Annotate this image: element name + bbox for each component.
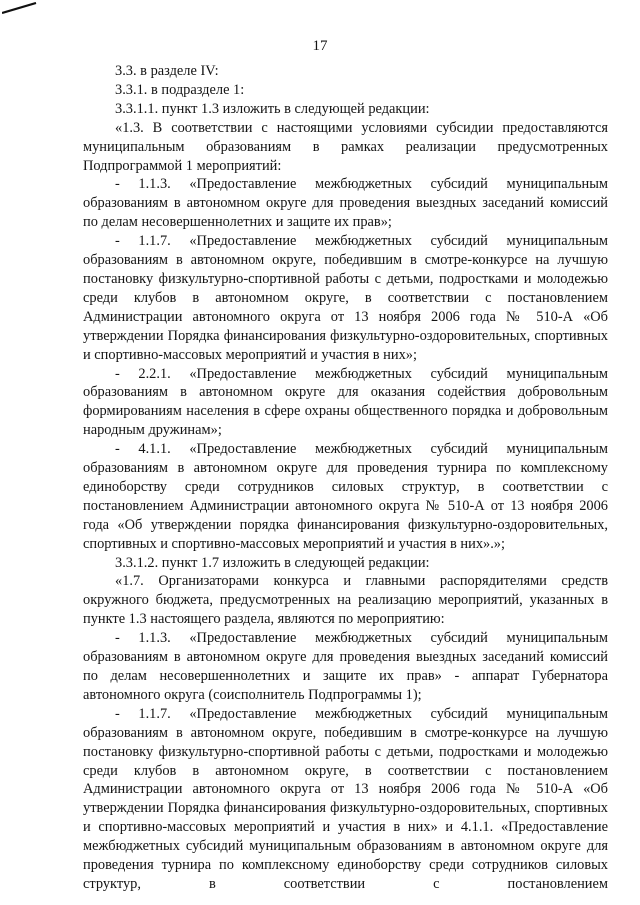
page-number: 17 bbox=[312, 38, 328, 54]
paragraph: - 4.1.1. «Предоставление межбюджетных субсидий муниципальным образованиям в автономном округе для проведения турнира по комплексному единоборству среди сотрудников силовых структур, в соответствии с постановлением Администрации автономного округа № 510-А от 13 ноября 2006 года «Об утверждении порядка финансирования физкультурно-оздоровительных, спортивных и спортивно-массовых мероприятий и участия в них».»; bbox=[83, 441, 608, 552]
paragraph: 3.3. в разделе IV: bbox=[115, 63, 219, 79]
paragraph: 3.3.1. в подразделе 1: bbox=[115, 81, 245, 98]
paragraph: 3.3.1.2. пункт 1.7 изложить в следующей редакции: bbox=[115, 554, 430, 571]
paragraph: «1.3. В соответствии с настоящими условиями субсидии предоставляются муниципальным образованиям в рамках реализации предусмотренных Подпрограммой 1 мероприятий: bbox=[83, 119, 608, 174]
document-body bbox=[83, 62, 608, 894]
scan-corner-mark bbox=[2, 2, 42, 14]
paragraph: - 1.1.3. «Предоставление межбюджетных субсидий муниципальным образованиям в автономном округе для проведения выездных заседаний комиссий по делам несовершеннолетних и защите их прав» - аппарат Губернатора автономного округа (соисполнитель Подпрограммы 1); bbox=[83, 630, 608, 703]
paragraph: - 2.2.1. «Предоставление межбюджетных субсидий муниципальным образованиям в автономном округе для оказания содействия добровольным формированиям населения в сфере охраны общественного порядка и добровольным народным дружинам»; bbox=[83, 365, 608, 439]
paragraph: «1.7. Организаторами конкурса и главными распорядителями средств окружного бюджета, предусмотренных на реализацию мероприятий, указанных в пункте 1.3 настоящего раздела, являются по мероприятию: bbox=[83, 573, 608, 628]
paragraph: 3.3.1.1. пункт 1.3 изложить в следующей редакции: bbox=[115, 100, 430, 117]
paragraph: - 1.1.7. «Предоставление межбюджетных субсидий муниципальным образованиям в автономном округе, победившим в смотре-конкурсе на лучшую постановку физкультурно-спортивной работы с детьми, подростками и молодежью среди клубов в автономном округе, в соответствии с постановлением Администрации автономного округа от 13 ноября 2006 года № 510-А «Об утверждении Порядка финансирования физкультурно-оздоровительных, спортивных и спортивно-массовых мероприятий и участия в них»; bbox=[83, 233, 608, 363]
paragraph: - 1.1.7. «Предоставление межбюджетных субсидий муниципальным образованиям в автономном округе, победившим в смотре-конкурсе на лучшую постановку физкультурно-спортивной работы с детьми, подростками и молодежью среди клубов в автономном округе, в соответствии с постановлением Администрации автономного округа от 13 ноября 2006 года № 510-А «Об утверждении Порядка финансирования физкультурно-оздоровительных, спортивных и спортивно-массовых мероприятий и участия в них» и 4.1.1. «Предоставление межбюджетных субсидий муниципальным образованиям в автономном округе для проведения турнира по комплексному единоборству среди сотрудников силовых структур, в соответствии с постановлением bbox=[83, 705, 608, 892]
paragraph: - 1.1.3. «Предоставление межбюджетных субсидий муниципальным образованиям в автономном округе для проведения выездных заседаний комиссий по делам несовершеннолетних и защите их прав»; bbox=[83, 176, 608, 231]
